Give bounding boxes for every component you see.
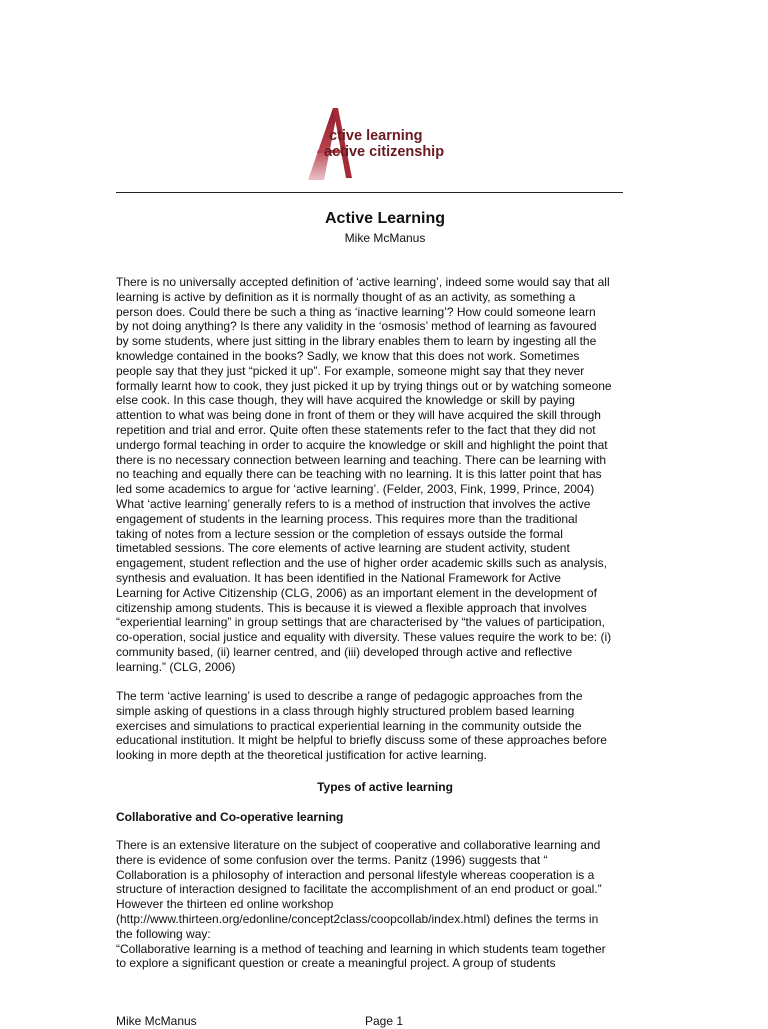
text-line: led some academics to argue for ‘active learning’. (Felder, 2003, Fink, 1999, Prince, 2004): [116, 482, 595, 497]
subsection-heading: Collaborative and Co-operative learning: [116, 810, 344, 824]
text-line: exercises and simulations to practical experiential learning in the community outside the: [116, 718, 582, 733]
text-line: learning.” (CLG, 2006): [116, 659, 236, 674]
text-line: engagement of students in the learning process. This requires more than the traditional: [116, 511, 578, 526]
text-line: educational institution. It might be helpful to briefly discuss some of these approaches before: [116, 733, 607, 748]
text-line: There is an extensive literature on the subject of cooperative and collaborative learning and: [116, 838, 601, 852]
text-line: What ‘active learning’ generally refers to is a method of instruction that involves the active: [116, 496, 591, 511]
text-line: engagement, student reflection and the use of higher order academic skills such as analysis,: [116, 556, 607, 571]
paragraph-definition: [116, 275, 654, 675]
text-line: attention to what was being done in front of them or they will have acquired the skill through: [116, 408, 601, 423]
text-line: synthesis and evaluation. It has been identified in the National Framework for Active: [116, 570, 561, 585]
text-line: “Collaborative learning is a method of teaching and learning in which students team together: [116, 941, 606, 956]
text-line: simple asking of questions in a class through highly structured problem based learning: [116, 703, 575, 718]
text-line: timetabled sessions. The core elements of active learning are student activity, student: [116, 541, 570, 556]
footer-page-number: Page 1: [365, 1014, 404, 1028]
text-line: taking of notes from a lecture session or the completion of essays outside the formal: [116, 526, 563, 541]
text-line: there is no necessary connection between learning and teaching. There can be learning with: [116, 452, 607, 467]
text-line: to explore a significant question or create a meaningful project. A group of students: [116, 956, 556, 971]
text-line: by not doing anything? Is there any validity in the ‘osmosis’ method of learning as favoured: [116, 319, 597, 334]
active-learning-logo: [300, 100, 470, 182]
text-line: knowledge contained in the books? Sadly, we know that this does not work. Sometimes: [116, 348, 580, 363]
text-line: structure of interaction designed to facilitate the accomplishment of an end product or goal.”: [116, 882, 602, 897]
text-line: else cook. In this case though, they will have acquired the knowledge or skill by paying: [116, 393, 575, 408]
logo-text-line-2: active citizenship: [324, 144, 445, 160]
header-divider: [116, 192, 623, 193]
text-line: citizenship among students. This is because it is viewed a flexible approach that involves: [116, 600, 587, 615]
text-line: undergo formal teaching in order to acquire the knowledge or skill and highlight the point that: [116, 437, 608, 452]
text-line: However the thirteen ed online workshop: [116, 897, 334, 912]
text-line: The term ‘active learning’ is used to describe a range of pedagogic approaches from the: [116, 689, 583, 703]
text-line: people say that they just “picked it up”. For example, someone might say that they never: [116, 363, 585, 378]
text-line: Collaboration is a philosophy of interaction and personal lifestyle whereas cooperation is a: [116, 867, 595, 882]
text-line: “experiential learning” in group settings that are characterised by “the values of participation,: [116, 615, 605, 630]
text-line: person does. Could there be such a thing as ‘inactive learning’? How could someone learn: [116, 304, 596, 319]
text-line: no teaching and equally there can be teaching with no learning. It is this latter point that has: [116, 467, 602, 482]
text-line: the following way:: [116, 926, 211, 941]
paragraph-collaborative: [116, 838, 654, 971]
text-line: community based, (ii) learner centred, and (iii) developed through active and reflective: [116, 644, 573, 659]
paragraph-term: [116, 689, 654, 763]
text-line: Learning for Active Citizenship (CLG, 2006) as an important element in the development of: [116, 585, 597, 600]
text-line: there is evidence of some confusion over the terms. Panitz (1996) suggests that “: [116, 852, 548, 867]
document-author: Mike McManus: [344, 231, 426, 245]
footer-author: Mike McManus: [116, 1014, 197, 1028]
document-title: Active Learning: [324, 210, 446, 227]
text-line: repetition and trial and error. Quite often these statements refer to the fact that they did not: [116, 422, 596, 437]
text-line: co-operation, social justice and equality with diversity. These values require the work to be: (i): [116, 630, 612, 645]
logo-text-line-1: ctive learning: [329, 128, 423, 144]
text-line: learning is active by definition as it is normally thought of as an activity, as something a: [116, 289, 576, 304]
section-heading: Types of active learning: [317, 780, 453, 794]
text-line: looking in more depth at the theoretical justification for active learning.: [116, 748, 487, 763]
text-line: (http://www.thirteen.org/edonline/concept2class/coopcollab/index.html) defines the terms in: [116, 911, 599, 926]
text-line: by some students, where just sitting in the library enables them to learn by ingesting all the: [116, 334, 597, 349]
text-line: formally learnt how to cook, they just picked it up by trying things out or by watching someone: [116, 378, 612, 393]
text-line: There is no universally accepted definition of ‘active learning’, indeed some would say that all: [116, 275, 610, 289]
